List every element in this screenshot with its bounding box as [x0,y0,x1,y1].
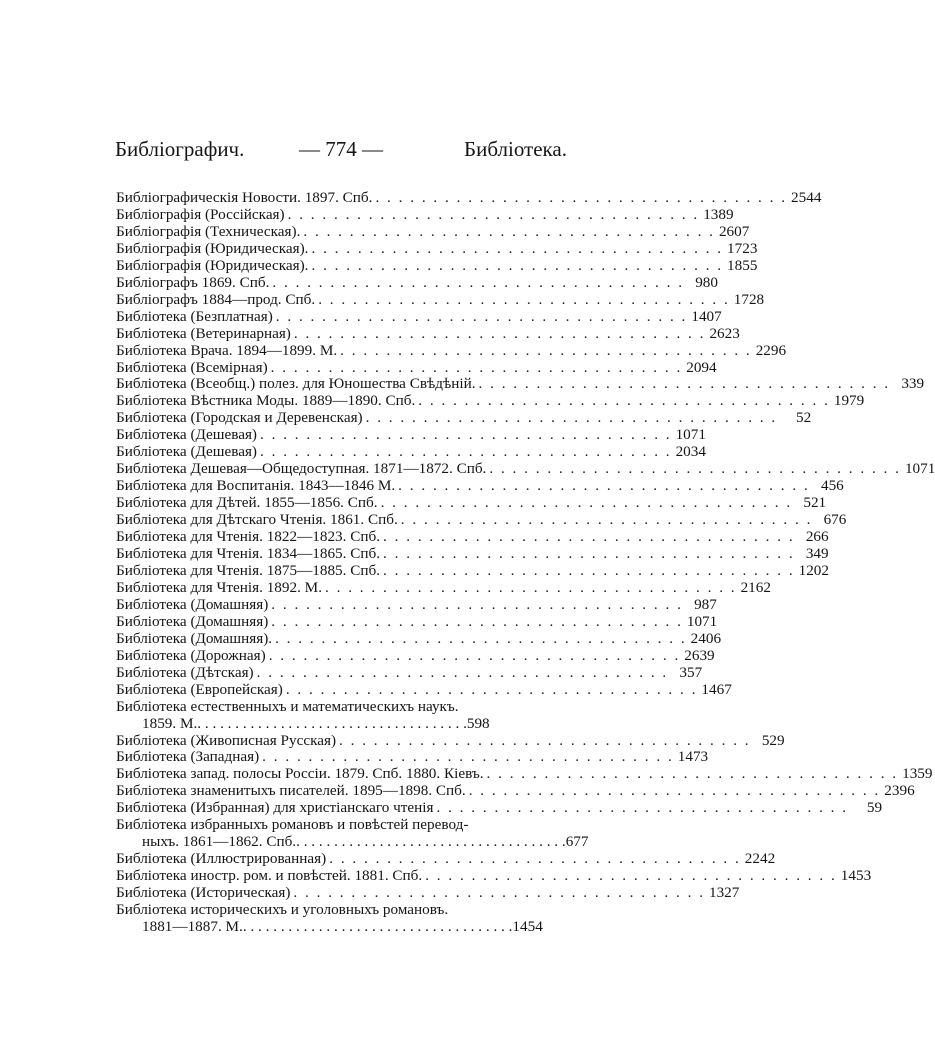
leader-dots: . . . . . . . . . . . . . . . . . . . . . . . . . . . . . . . . . . . . [383,561,795,579]
list-item [116,341,787,360]
list-item [116,256,758,275]
entry-title: Библіотека (Историческая) [116,884,291,902]
entry-number: 349 [805,545,829,563]
entry-number: 1389 [703,205,734,223]
entry-title: Библіотека Вѣстника Моды. 1889—1890. Спб. [116,392,416,410]
entry-number: 1407 [691,307,722,325]
list-item [116,765,933,783]
entry-number: 1202 [798,561,829,579]
leader-dots: . . . . . . . . . . . . . . . . . . . . . . . . . . . . . . . . . . . . [383,545,795,563]
entry-number: 529 [761,731,785,749]
list-item [116,307,722,326]
list-item [116,902,567,936]
list-item [116,443,706,461]
entry-title: Библіотека (Домашняя) [116,612,269,630]
entry-number: 2544 [791,189,822,206]
list-item [116,324,740,343]
leader-dots: . . . . . . . . . . . . . . . . . . . . . . . . . . . . . . . . . . . . [285,680,698,698]
leader-dots: . . . . . . . . . . . . . . . . . . . . . . . . . . . . . . . . . . . . [311,239,724,257]
list-item [116,578,771,597]
entry-number: 987 [694,595,717,613]
entry-number: 1071 [904,460,935,478]
entry-title: Библіотека (Всемірная) [116,358,268,376]
list-item [116,545,829,563]
leader-dots: . . . . . . . . . . . . . . . . . . . . . . . . . . . . . . . . . . . . [296,833,566,851]
entry-title: Библіотека Дешевая—Общедоступная. 1871—1872. Спб. [116,460,487,478]
entry-number: 1979 [833,392,865,410]
entry-title: Библіотека (Избранная) для христіанскаго чтенія [116,799,434,817]
list-item [116,884,740,902]
entry-number: 1855 [727,256,758,274]
entry-title: Библіотека (Ветеринарная) [116,324,291,342]
list-item [116,426,706,444]
entry-number: 2623 [709,324,740,342]
entry-number: 980 [695,273,718,291]
list-item [116,731,785,750]
leader-dots: . . . . . . . . . . . . . . . . . . . . . . . . . . . . . . . . . . . . [293,324,706,342]
entry-title: Библіотека (Европейская) [116,680,283,698]
entry-title: Библіографія (Россійская) [116,205,285,223]
entry-number: 1071 [686,612,718,630]
list-item [116,290,765,309]
entry-title-line2: 1881—1887. М. [142,917,243,935]
list-item [116,273,718,292]
entry-title-line2: ныхъ. 1861—1862. Спб. [142,833,297,851]
entry-number: 2242 [744,850,776,868]
entry-number: 2639 [684,646,715,664]
entry-title: Библіотека для Чтенія. 1834—1865. Спб. [116,545,381,563]
list-item [116,222,750,241]
leader-dots: . . . . . . . . . . . . . . . . . . . . . . . . . . . . . . . . . . . . [339,731,751,749]
entry-title: Библіотека (Дешевая) [116,426,257,444]
list-item [116,782,915,800]
list-item [116,612,718,631]
list-item [116,850,776,868]
entry-title: Библіотека для Чтенія. 1822—1823. Спб. [116,528,381,546]
list-item [116,799,883,817]
entry-title: Библіотека иностр. ром. и повѣстей. 1881. Спб. [116,867,423,885]
list-item [116,595,717,614]
entry-title: Библіотека запад. полосы Россіи. 1879. Спб. 1880. Кіевъ. [116,765,484,783]
entry-title: Библіографія (Юридическая). [116,239,309,257]
list-item [116,205,734,224]
entry-number: 1327 [708,884,740,902]
entry-number: 676 [823,511,847,529]
entry-title: Библіотека знаменитыхъ писателей. 1895—1898. Спб. [116,782,466,800]
entry-title: Библіографъ 1884—прод. Спб. [116,290,316,308]
entry-title-line2: 1859. М. [142,714,198,732]
list-item [116,477,844,495]
entry-number: 266 [805,528,829,546]
list-item [116,375,925,393]
entry-title-line2-row [116,833,589,851]
leader-dots: . . . . . . . . . . . . . . . . . . . . . . . . . . . . . . . . . . . . [293,884,705,902]
leader-dots: . . . . . . . . . . . . . . . . . . . . . . . . . . . . . . . . . . . . [268,646,681,664]
entry-number: 2094 [686,358,717,376]
running-head-right: Библіотека. [464,137,567,161]
list-item [116,646,715,665]
leader-dots: . . . . . . . . . . . . . . . . . . . . . . . . . . . . . . . . . . . . [436,799,849,817]
entry-number: 1071 [675,426,706,444]
entry-number: 59 [866,799,883,817]
entry-title: Библіотека (Всеобщ.) полез. для Юношества Свѣдѣній. [116,375,476,393]
leader-dots: . . . . . . . . . . . . . . . . . . . . . . . . . . . . . . . . . . . . [197,714,467,732]
leader-dots: . . . . . . . . . . . . . . . . . . . . . . . . . . . . . . . . . . . . [262,748,674,766]
list-item [116,392,865,410]
entry-number: 2034 [675,443,706,461]
entry-title: Библіотека (Безплатная) [116,307,273,325]
entry-title-line1: Библіотека избранныхъ романовъ и повѣстей перевод- [116,816,469,834]
index-list [116,189,935,936]
entry-number: 339 [901,375,925,393]
leader-dots: . . . . . . . . . . . . . . . . . . . . . . . . . . . . . . . . . . . . [375,189,788,206]
entry-title: Библіографическія Новости. 1897. Спб. [116,189,373,206]
list-item [116,358,717,377]
list-item [116,748,709,766]
entry-title: Библіографія (Техническая). [116,222,301,240]
list-item [116,409,812,427]
list-item [116,699,567,733]
leader-dots: . . . . . . . . . . . . . . . . . . . . . . . . . . . . . . . . . . . . [271,612,683,630]
entry-title: Библіотека (Городская и Деревенская) [116,409,363,427]
entry-number: 1453 [840,867,872,885]
list-item [116,239,758,258]
entry-title: Библіотека (Иллюстрированная) [116,850,327,868]
list-item [116,867,872,885]
list-item [116,528,829,546]
list-item [116,511,847,529]
leader-dots: . . . . . . . . . . . . . . . . . . . . . . . . . . . . . . . . . . . . [400,511,813,529]
entry-title: Библіотека (Западная) [116,748,260,766]
entry-title: Библіотека для Воспитанія. 1843—1846 М. [116,477,396,495]
entry-number: 1359 [902,765,933,783]
leader-dots: . . . . . . . . . . . . . . . . . . . . . . . . . . . . . . . . . . . . [311,256,724,274]
entry-number: 1723 [727,239,758,257]
entry-number: 2296 [755,341,787,359]
entry-title: Библіотека для Чтенія. 1892. М. [116,578,322,596]
entry-title: Библіотека (Дѣтская) [116,663,254,681]
leader-dots: . . . . . . . . . . . . . . . . . . . . . . . . . . . . . . . . . . . . [325,578,737,596]
entry-title: Библіотека для Дѣтей. 1855—1856. Спб. [116,494,378,512]
entry-title: Библіотека Врача. 1894—1899. М. [116,341,338,359]
leader-dots: . . . . . . . . . . . . . . . . . . . . . . . . . . . . . . . . . . . . [380,494,793,512]
leader-dots: . . . . . . . . . . . . . . . . . . . . . . . . . . . . . . . . . . . . [468,782,881,800]
list-item [116,460,935,478]
entry-title: Библіотека (Живописная Русская) [116,731,337,749]
leader-dots: . . . . . . . . . . . . . . . . . . . . . . . . . . . . . . . . . . . . [398,477,810,495]
entry-title: Библіотека (Дорожная) [116,646,266,664]
entry-title: Библіотека (Дешевая) [116,443,257,461]
leader-dots: . . . . . . . . . . . . . . . . . . . . . . . . . . . . . . . . . . . . [275,629,687,647]
entry-title: Библіографъ 1869. Спб. [116,273,270,291]
list-item [116,680,732,699]
entry-title-line1: Библіотека естественныхъ и математическихъ наукъ. [116,697,459,715]
leader-dots: . . . . . . . . . . . . . . . . . . . . . . . . . . . . . . . . . . . . [489,460,901,478]
list-item [116,494,827,512]
entry-number: 2607 [718,222,750,240]
entry-title-line1: Библіотека историческихъ и уголовныхъ романовъ. [116,901,449,919]
entry-title-line2-row [116,716,567,733]
leader-dots: . . . . . . . . . . . . . . . . . . . . . . . . . . . . . . . . . . . . [272,273,684,291]
entry-number: 521 [803,494,827,512]
leader-dots: . . . . . . . . . . . . . . . . . . . . . . . . . . . . . . . . . . . . [486,765,899,783]
list-item [116,629,722,648]
leader-dots: . . . . . . . . . . . . . . . . . . . . . . . . . . . . . . . . . . . . [425,867,837,885]
entry-title-line2-row [116,919,567,936]
entry-number: 598 [466,714,490,732]
entry-number: 1467 [701,680,732,698]
leader-dots: . . . . . . . . . . . . . . . . . . . . . . . . . . . . . . . . . . . . [340,341,752,359]
entry-title: Библіотека (Домашняя) [116,595,269,613]
list-item [116,816,589,851]
entry-title: Библіотека для Чтенія. 1875—1885. Спб. [116,561,381,579]
entry-number: 52 [796,409,812,427]
leader-dots: . . . . . . . . . . . . . . . . . . . . . . . . . . . . . . . . . . . . [275,307,688,325]
leader-dots: . . . . . . . . . . . . . . . . . . . . . . . . . . . . . . . . . . . . [303,222,715,240]
running-head-left: Библіографич. [115,137,245,161]
leader-dots: . . . . . . . . . . . . . . . . . . . . . . . . . . . . . . . . . . . . [383,528,795,546]
entry-number: 677 [565,833,589,851]
leader-dots: . . . . . . . . . . . . . . . . . . . . . . . . . . . . . . . . . . . . [260,426,672,444]
page-header [115,137,567,167]
leader-dots: . . . . . . . . . . . . . . . . . . . . . . . . . . . . . . . . . . . . [329,850,741,868]
entry-number: 2396 [884,782,915,800]
leader-dots: . . . . . . . . . . . . . . . . . . . . . . . . . . . . . . . . . . . . [287,205,700,223]
entry-number: 1454 [512,917,543,935]
entry-number: 1473 [677,748,709,766]
entry-title: Библіотека для Дѣтскаго Чтенія. 1861. Спб. [116,511,398,529]
leader-dots: . . . . . . . . . . . . . . . . . . . . . . . . . . . . . . . . . . . . [365,409,778,427]
entry-number: 2406 [690,629,722,647]
entry-number: 1728 [733,290,765,308]
list-item [116,189,822,207]
entry-title: Библіографія (Юридическая). [116,256,309,274]
entry-number: 456 [820,477,844,495]
entry-title: Библіотека (Домашняя). [116,629,273,647]
leader-dots: . . . . . . . . . . . . . . . . . . . . . . . . . . . . . . . . . . . . [271,595,683,613]
entry-number: 357 [679,663,703,681]
leader-dots: . . . . . . . . . . . . . . . . . . . . . . . . . . . . . . . . . . . . [478,375,891,393]
leader-dots: . . . . . . . . . . . . . . . . . . . . . . . . . . . . . . . . . . . . [418,392,830,410]
leader-dots: . . . . . . . . . . . . . . . . . . . . . . . . . . . . . . . . . . . . [260,443,672,461]
leader-dots: . . . . . . . . . . . . . . . . . . . . . . . . . . . . . . . . . . . . [318,290,730,308]
leader-dots: . . . . . . . . . . . . . . . . . . . . . . . . . . . . . . . . . . . . [242,917,513,935]
leader-dots: . . . . . . . . . . . . . . . . . . . . . . . . . . . . . . . . . . . . [256,663,669,681]
page-number: — 774 — [299,137,383,161]
list-item [116,561,829,580]
list-item [116,663,703,682]
entry-number: 2162 [740,578,771,596]
leader-dots: . . . . . . . . . . . . . . . . . . . . . . . . . . . . . . . . . . . . [270,358,683,376]
